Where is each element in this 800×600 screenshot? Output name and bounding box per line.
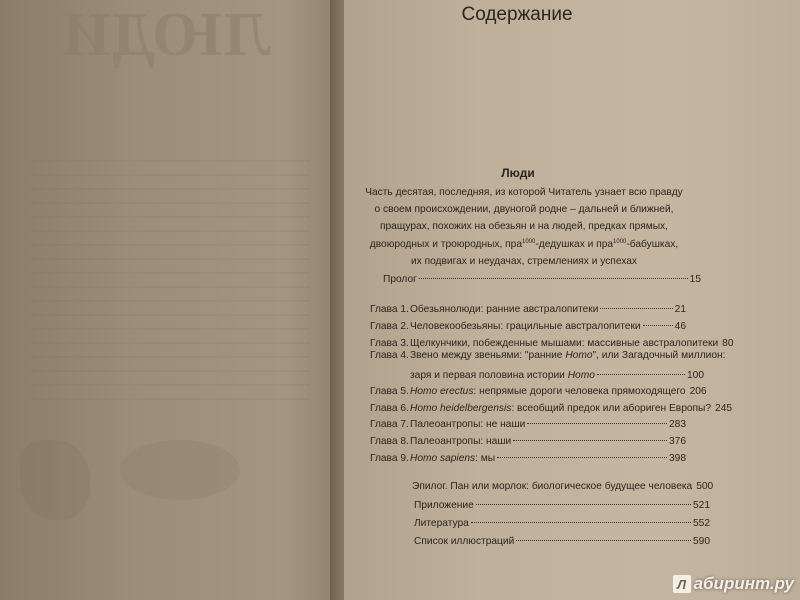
bleed-through-logo [20, 440, 90, 520]
toc-leader-dots [497, 445, 667, 458]
toc-entry-epilogue[interactable] [412, 476, 714, 492]
toc-entry-illustrations[interactable] [414, 531, 710, 545]
toc-leader-dots [527, 411, 667, 424]
bleed-through-logo-2 [120, 440, 240, 500]
part-desc-line-4-b: -дедушках и пра [535, 238, 614, 250]
toc-chapter-number: Глава 7. [370, 419, 409, 430]
toc-entry-chapter-7[interactable] [370, 414, 686, 428]
part-desc-line-1: Часть десятая, последняя, из которой Читатель узнает всю правду [365, 187, 683, 198]
toc-page-number: 80 [722, 338, 734, 349]
toc-page-number: 100 [687, 370, 704, 381]
toc-page-number: 15 [689, 274, 701, 285]
labirint-logo-icon: Л [673, 575, 691, 593]
toc-label-italic: Homo sapiens [410, 453, 476, 464]
toc-page-number: 283 [669, 419, 686, 430]
toc-label [410, 386, 686, 397]
page-title: Содержание [461, 4, 573, 25]
toc-leader-dots [600, 296, 672, 309]
toc-label [410, 453, 495, 464]
toc-label-part-a: Звено между звеньями: "ранние [410, 350, 566, 361]
toc-entry-literature[interactable] [414, 513, 710, 527]
toc-chapter-number: Глава 4. [370, 350, 409, 361]
toc-page-number: 376 [669, 436, 686, 447]
toc-page-number: 21 [674, 304, 686, 315]
toc-label-italic: Homo [567, 370, 595, 381]
toc-label-part-b: : непрямые дороги человека прямоходящего [473, 386, 686, 397]
toc-entry-chapter-8[interactable] [370, 431, 686, 445]
toc-entry-chapter-6[interactable] [370, 398, 733, 414]
superscript-1000: 1000 [613, 238, 627, 245]
toc-label-part-b: : всеобщий предок или абориген Европы? [511, 403, 712, 414]
part-title: Люди [501, 166, 535, 180]
toc-page-number: 500 [696, 481, 714, 492]
toc-entry-prologue[interactable] [383, 269, 701, 283]
part-desc-line-4-a: двоюродных и троюродных, пра [369, 238, 523, 250]
toc-page-number: 46 [674, 321, 686, 332]
toc-label: Палеоантропы: наши [410, 436, 512, 447]
toc-label: Список иллюстраций [414, 536, 515, 547]
toc-leader-dots [513, 428, 667, 441]
toc-label: Обезьянолюди: ранние австралопитеки [410, 304, 599, 315]
toc-label-italic: Homo heidelbergensis [410, 403, 512, 414]
toc-entry-chapter-3[interactable] [370, 333, 734, 349]
part-description [360, 184, 688, 270]
toc-label-italic: Homo [565, 350, 593, 361]
toc-entry-chapter-9[interactable] [370, 448, 686, 462]
bleed-through-lines [30, 160, 310, 400]
toc-chapter-number: Глава 6. [370, 403, 409, 414]
left-page [0, 0, 338, 600]
toc-page-number: 521 [693, 500, 710, 511]
toc-label-italic: Homo erectus [410, 386, 474, 397]
toc-label: Приложение [414, 500, 474, 511]
toc-label: Литература [414, 518, 469, 529]
toc-page-number: 245 [715, 403, 733, 414]
part-desc-line-4 [360, 236, 688, 253]
toc-entry-chapter-1[interactable] [370, 299, 686, 313]
toc-leader-dots [471, 510, 691, 523]
toc-entry-chapter-2[interactable] [370, 316, 686, 330]
toc-chapter-number: Глава 5. [370, 386, 409, 397]
toc-entry-appendix[interactable] [414, 495, 710, 509]
part-desc-line-2: о своем происхождении, двуногой родне – дальней и ближней, [374, 204, 674, 216]
toc-leader-dots [516, 528, 691, 541]
toc-page-number: 206 [689, 386, 707, 397]
toc-label: Щелкунчики, побежденные мышами: массивные австралопитеки [410, 338, 719, 349]
toc-page-number: 590 [693, 536, 710, 547]
toc-page-number: 398 [669, 453, 686, 464]
toc-chapter-number: Глава 8. [370, 436, 409, 447]
toc-label: Эпилог. Пан или морлок: биологическое будущее человека [412, 481, 693, 492]
toc-page-number: 552 [693, 518, 710, 529]
toc-entry-chapter-5[interactable] [370, 381, 707, 397]
toc-entry-chapter-4-line-2[interactable] [410, 365, 704, 379]
right-page [344, 0, 800, 600]
toc-chapter-number: Глава 9. [370, 453, 409, 464]
part-desc-line-5: их подвигах и неудачах, стремлениях и успехах [410, 255, 638, 267]
part-desc-line-3: пращурах, похожих на обезьян и на людей, предках прямых, [380, 221, 668, 233]
part-desc-line-4-c: -бабушках, [626, 238, 679, 250]
labirint-watermark [673, 574, 794, 594]
toc-leader-dots [643, 313, 673, 326]
toc-label-part-b: : мы [475, 453, 496, 464]
toc-label-part-a: заря и первая половина истории [410, 370, 568, 381]
toc-leader-dots [476, 492, 691, 505]
toc-label: Палеоантропы: не наши [410, 419, 526, 430]
watermark-text: абиринт.ру [693, 574, 794, 593]
toc-label [410, 350, 725, 361]
toc-chapter-number: Глава 3. [370, 338, 409, 349]
toc-chapter-number: Глава 2. [370, 321, 409, 332]
bleed-through-text: ЛЮДИ [60, 1, 271, 69]
toc-chapter-number: Глава 1. [370, 304, 409, 315]
toc-leader-dots [419, 266, 688, 279]
toc-label-part-b: ", или Загадочный миллион: [592, 350, 726, 361]
superscript-1000: 1000 [522, 238, 536, 245]
toc-leader-dots [597, 362, 685, 375]
toc-label: Человекообезьяны: грацильные австралопитеки [410, 321, 641, 332]
toc-label: Пролог [383, 274, 417, 285]
toc-label [410, 370, 595, 381]
